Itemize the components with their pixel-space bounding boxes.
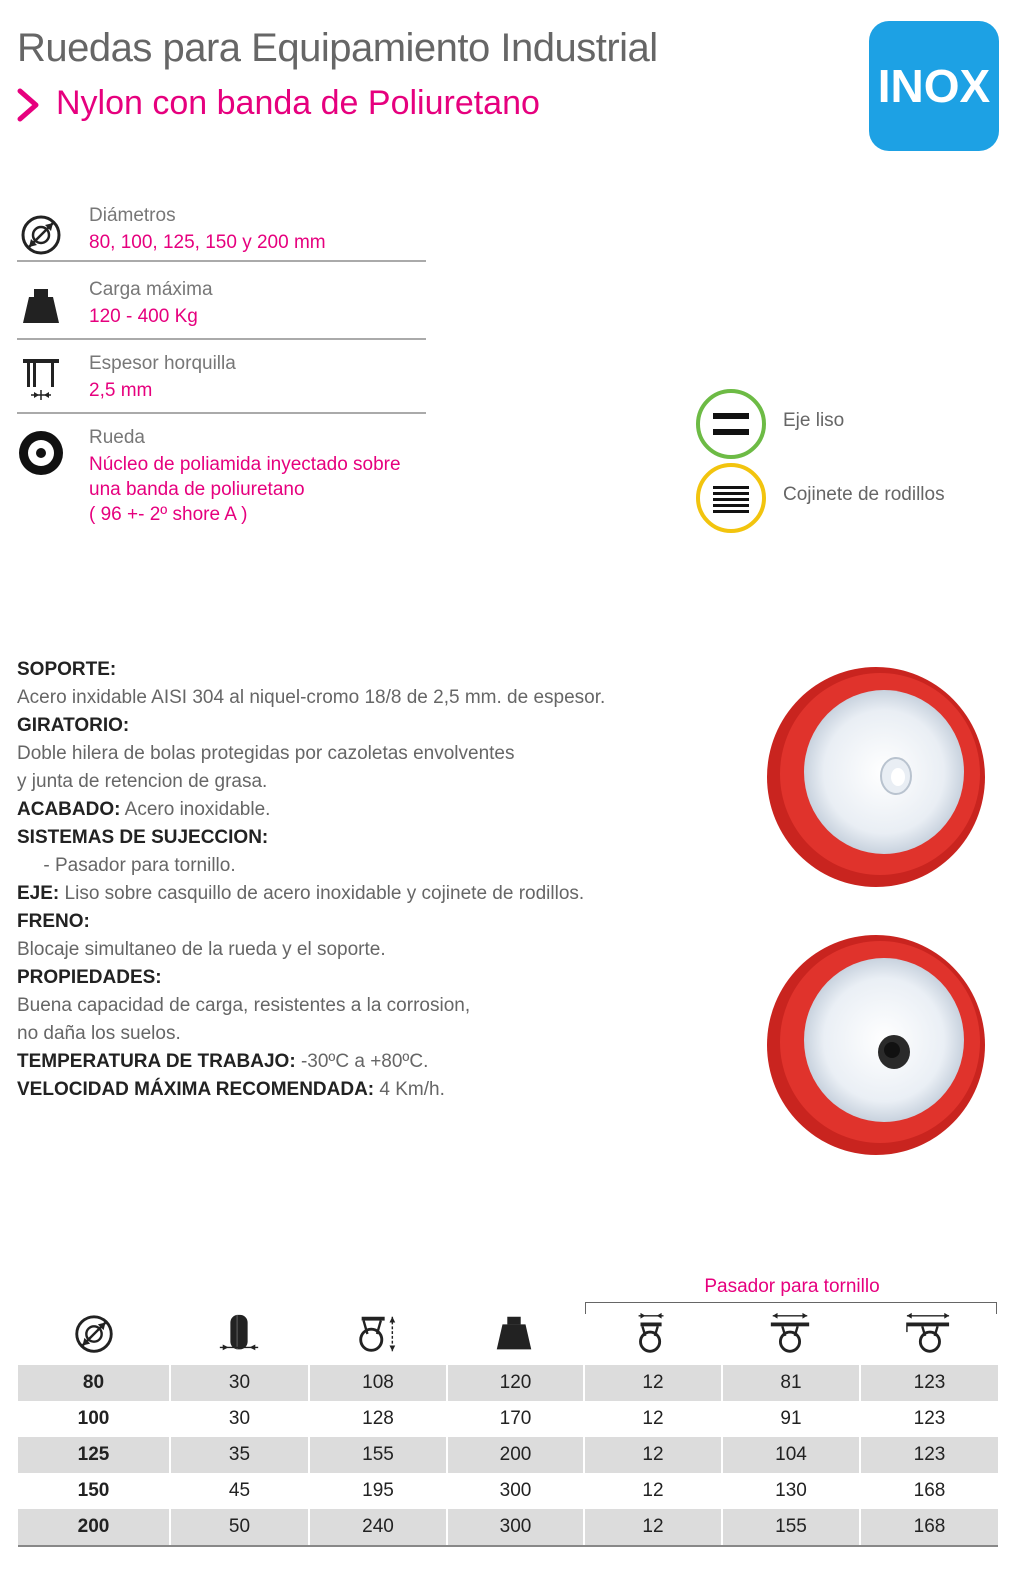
table-row bbox=[18, 1509, 998, 1546]
load-icon bbox=[491, 1310, 537, 1358]
table-row bbox=[18, 1365, 998, 1401]
table-row bbox=[18, 1437, 998, 1473]
table-cell: 120 bbox=[447, 1365, 584, 1401]
table-cell: 80 bbox=[18, 1365, 170, 1401]
table-cell: 128 bbox=[309, 1401, 447, 1437]
table-cell: 12 bbox=[584, 1365, 722, 1401]
table-cell: 123 bbox=[860, 1401, 998, 1437]
desc-row: ACABADO: Acero inoxidable. bbox=[17, 799, 271, 820]
wheel-width-icon bbox=[216, 1310, 262, 1358]
weight-icon bbox=[17, 283, 65, 331]
table-cell: 45 bbox=[170, 1473, 309, 1509]
desc-row: GIRATORIO: bbox=[17, 715, 130, 736]
table-cell: 170 bbox=[447, 1401, 584, 1437]
table-cell: 168 bbox=[860, 1473, 998, 1509]
desc-row: y junta de retencion de grasa. bbox=[17, 771, 268, 792]
diameter-icon bbox=[17, 211, 65, 259]
desc-row: Blocaje simultaneo de la rueda y el soporte. bbox=[17, 939, 386, 960]
table-cell: 30 bbox=[170, 1401, 309, 1437]
divider bbox=[17, 338, 426, 340]
table-cell: 35 bbox=[170, 1437, 309, 1473]
diameter-icon bbox=[71, 1310, 117, 1358]
page-subtitle: Nylon con banda de Poliuretano bbox=[56, 84, 540, 122]
desc-row: Buena capacidad de carga, resistentes a la corrosion, bbox=[17, 995, 471, 1016]
table-cell: 168 bbox=[860, 1509, 998, 1546]
spec-label: Rueda bbox=[89, 427, 145, 448]
table-cell: 108 bbox=[309, 1365, 447, 1401]
table-cell: 300 bbox=[447, 1509, 584, 1546]
plain-axle-legend bbox=[696, 389, 766, 459]
table-cell: 12 bbox=[584, 1437, 722, 1473]
specifications-table bbox=[18, 1365, 998, 1547]
mounting-length-icon bbox=[905, 1310, 951, 1358]
inox-badge: INOX bbox=[869, 21, 999, 151]
desc-row: TEMPERATURA DE TRABAJO: -30ºC a +80ºC. bbox=[17, 1051, 429, 1072]
table-cell: 240 bbox=[309, 1509, 447, 1546]
table-row bbox=[18, 1401, 998, 1437]
height-icon bbox=[354, 1310, 400, 1358]
table-cell: 125 bbox=[18, 1437, 170, 1473]
desc-row: Acero inxidable AISI 304 al niquel-cromo 18/8 de 2,5 mm. de espesor. bbox=[17, 687, 606, 708]
chevron-right-icon bbox=[14, 88, 42, 122]
table-cell: 300 bbox=[447, 1473, 584, 1509]
table-cell: 104 bbox=[722, 1437, 860, 1473]
table-cell: 123 bbox=[860, 1437, 998, 1473]
roller-bearing-icon bbox=[700, 467, 762, 529]
table-cell: 130 bbox=[722, 1473, 860, 1509]
wheel-roller-bearing-image bbox=[766, 934, 986, 1156]
desc-row: FRENO: bbox=[17, 911, 90, 932]
desc-row: no daña los suelos. bbox=[17, 1023, 181, 1044]
table-cell: 155 bbox=[309, 1437, 447, 1473]
spec-label: Diámetros bbox=[89, 205, 176, 226]
mounting-width-icon bbox=[767, 1310, 813, 1358]
table-row bbox=[18, 1473, 998, 1509]
table-cell: 12 bbox=[584, 1473, 722, 1509]
table-cell: 30 bbox=[170, 1365, 309, 1401]
legend-label: Eje liso bbox=[783, 410, 845, 431]
desc-row: VELOCIDAD MÁXIMA RECOMENDADA: 4 Km/h. bbox=[17, 1079, 445, 1100]
table-cell: 200 bbox=[18, 1509, 170, 1546]
bolt-pin-icon bbox=[629, 1310, 675, 1358]
table-cell: 200 bbox=[447, 1437, 584, 1473]
wheel-plain-axle-image bbox=[766, 666, 986, 888]
divider bbox=[17, 260, 426, 262]
plain-axle-icon bbox=[700, 393, 762, 455]
spec-value: 80, 100, 125, 150 y 200 mm bbox=[89, 232, 326, 253]
legend-label: Cojinete de rodillos bbox=[783, 484, 945, 505]
spec-label: Carga máxima bbox=[89, 279, 213, 300]
table-cell: 100 bbox=[77, 1408, 110, 1429]
desc-row: Doble hilera de bolas protegidas por cazoletas envolventes bbox=[17, 743, 515, 764]
desc-row: PROPIEDADES: bbox=[17, 967, 162, 988]
table-cell: 123 bbox=[860, 1365, 998, 1401]
table-cell: 12 bbox=[584, 1509, 722, 1546]
table-cell: 195 bbox=[309, 1473, 447, 1509]
spec-value: Núcleo de poliamida inyectado sobre una banda de poliuretano ( 96 +- 2º shore A ) bbox=[89, 454, 401, 525]
table-group-label: Pasador para tornillo bbox=[704, 1276, 880, 1297]
spec-value: 2,5 mm bbox=[89, 380, 153, 401]
desc-row: SISTEMAS DE SUJECCION: bbox=[17, 827, 269, 848]
table-cell: 91 bbox=[722, 1401, 860, 1437]
wheel-icon bbox=[17, 429, 65, 477]
page-title: Ruedas para Equipamiento Industrial bbox=[17, 26, 658, 70]
table-cell: 81 bbox=[722, 1365, 860, 1401]
fork-thickness-icon bbox=[17, 355, 65, 403]
spec-label: Espesor horquilla bbox=[89, 353, 236, 374]
divider bbox=[17, 412, 426, 414]
desc-row: - Pasador para tornillo. bbox=[17, 855, 236, 876]
table-cell: 50 bbox=[170, 1509, 309, 1546]
product-description bbox=[17, 656, 717, 1104]
table-cell: 12 bbox=[584, 1401, 722, 1437]
table-cell: 155 bbox=[722, 1509, 860, 1546]
table-cell: 150 bbox=[77, 1480, 110, 1501]
roller-bearing-legend bbox=[696, 463, 766, 533]
spec-value: 120 - 400 Kg bbox=[89, 306, 198, 327]
desc-row: SOPORTE: bbox=[17, 659, 117, 680]
desc-row: EJE: Liso sobre casquillo de acero inoxidable y cojinete de rodillos. bbox=[17, 883, 585, 904]
